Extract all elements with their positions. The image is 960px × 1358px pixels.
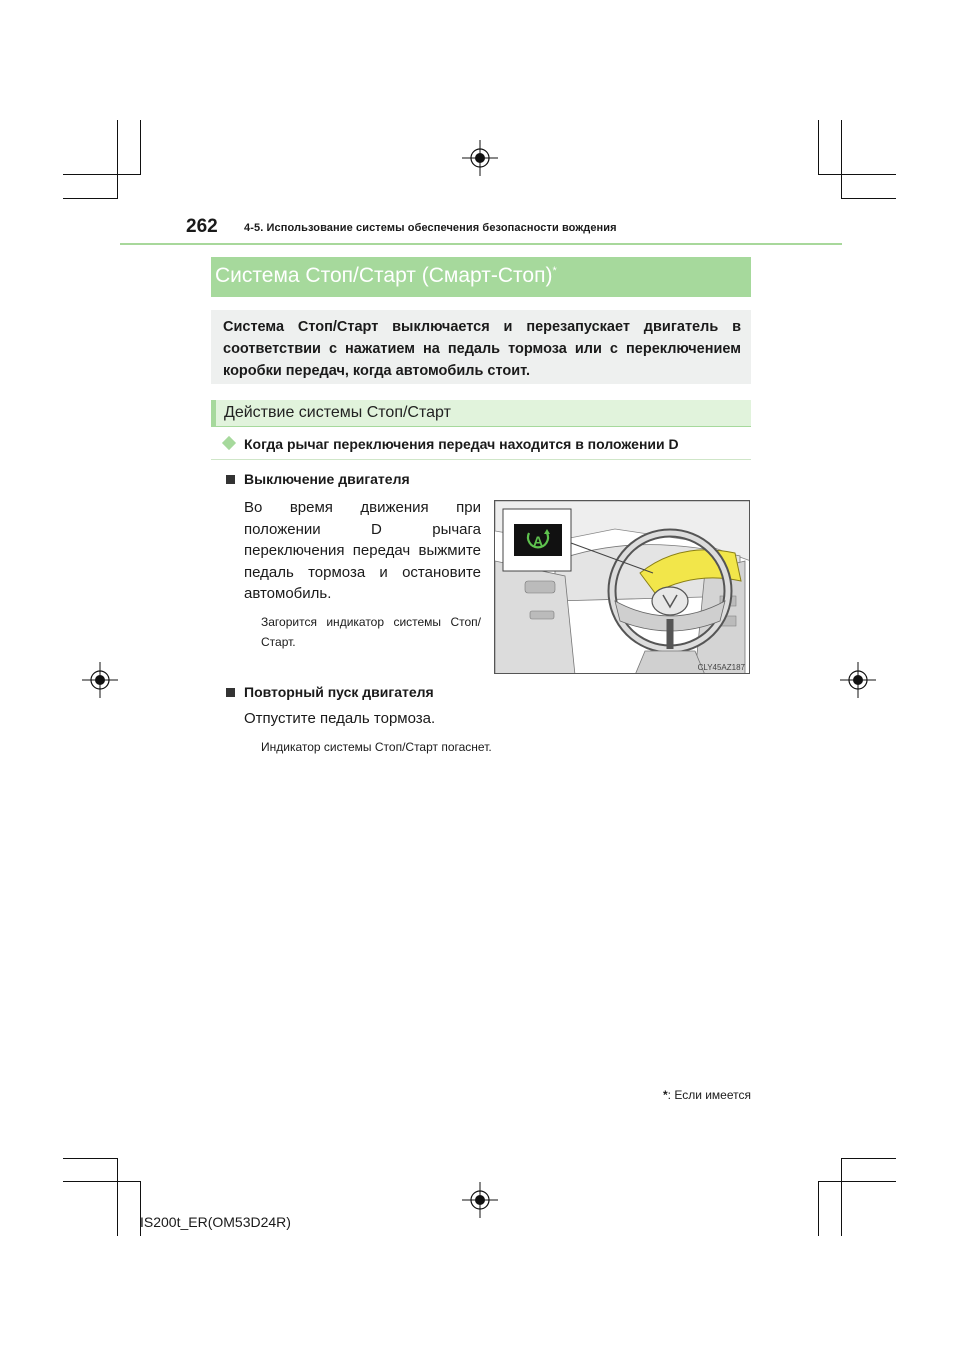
- footnote: [600, 1088, 751, 1102]
- square-bullet-icon: [226, 475, 235, 484]
- registration-mark-icon: [840, 662, 876, 698]
- crop-mark: [841, 120, 842, 198]
- crop-mark: [117, 120, 118, 198]
- condition-heading: Когда рычаг переключения передач находится в положении D: [244, 436, 679, 452]
- section-accent: [211, 400, 216, 427]
- crop-mark: [63, 174, 141, 175]
- section-underline: [211, 426, 751, 427]
- intro-text: Система Стоп/Старт выключается и перезапускает двигатель в соответствии с нажатием на педаль тормоза или с переключением коробки передач, когда автомобиль стоит.: [223, 319, 741, 379]
- stop-note: Загорится индикатор системы Стоп/Старт.: [261, 615, 481, 649]
- dashboard-drawing: [495, 501, 750, 674]
- svg-text:A: A: [532, 533, 544, 549]
- diamond-bullet-icon: [222, 436, 236, 450]
- page-title: Система Стоп/Старт (Смарт-Стоп)*: [215, 264, 557, 287]
- footnote-mark: *: [662, 1088, 668, 1102]
- crop-mark: [841, 1158, 842, 1236]
- crop-mark: [63, 198, 118, 199]
- footnote-mark: *: [552, 265, 557, 277]
- crop-mark: [63, 1181, 141, 1182]
- dashboard-illustration: [494, 500, 750, 674]
- page-number: 262: [186, 216, 218, 237]
- square-bullet-icon: [226, 688, 235, 697]
- restart-note: Индикатор системы Стоп/Старт погаснет.: [261, 740, 492, 754]
- restart-heading: Повторный пуск двигателя: [244, 684, 434, 700]
- crop-mark: [117, 1158, 118, 1236]
- figure-code: CLY45AZ187: [697, 663, 745, 672]
- breadcrumb: 4-5. Использование системы обеспечения безопасности вождения: [244, 222, 617, 234]
- crop-mark: [841, 198, 896, 199]
- section-title: Действие системы Стоп/Старт: [224, 404, 451, 421]
- header-divider: [120, 243, 842, 245]
- footnote-text: : Если имеется: [667, 1088, 751, 1102]
- restart-text: Отпустите педаль тормоза.: [244, 710, 436, 727]
- stop-text: Во время движения при положении D рычага переключения передач выжмите педаль тормоза и остановите автомобиль.: [244, 499, 481, 602]
- crop-mark: [818, 1181, 896, 1182]
- condition-divider: [211, 459, 751, 460]
- crop-mark: [841, 1158, 896, 1159]
- crop-mark: [818, 174, 896, 175]
- registration-mark-icon: [462, 1182, 498, 1218]
- crop-mark: [140, 120, 141, 174]
- crop-mark: [818, 120, 819, 174]
- registration-mark-icon: [462, 140, 498, 176]
- intro-box: [211, 310, 751, 384]
- crop-mark: [63, 1158, 118, 1159]
- stop-heading: Выключение двигателя: [244, 471, 410, 487]
- registration-mark-icon: [82, 662, 118, 698]
- document-code: IS200t_ER(OM53D24R): [140, 1214, 291, 1230]
- crop-mark: [818, 1181, 819, 1236]
